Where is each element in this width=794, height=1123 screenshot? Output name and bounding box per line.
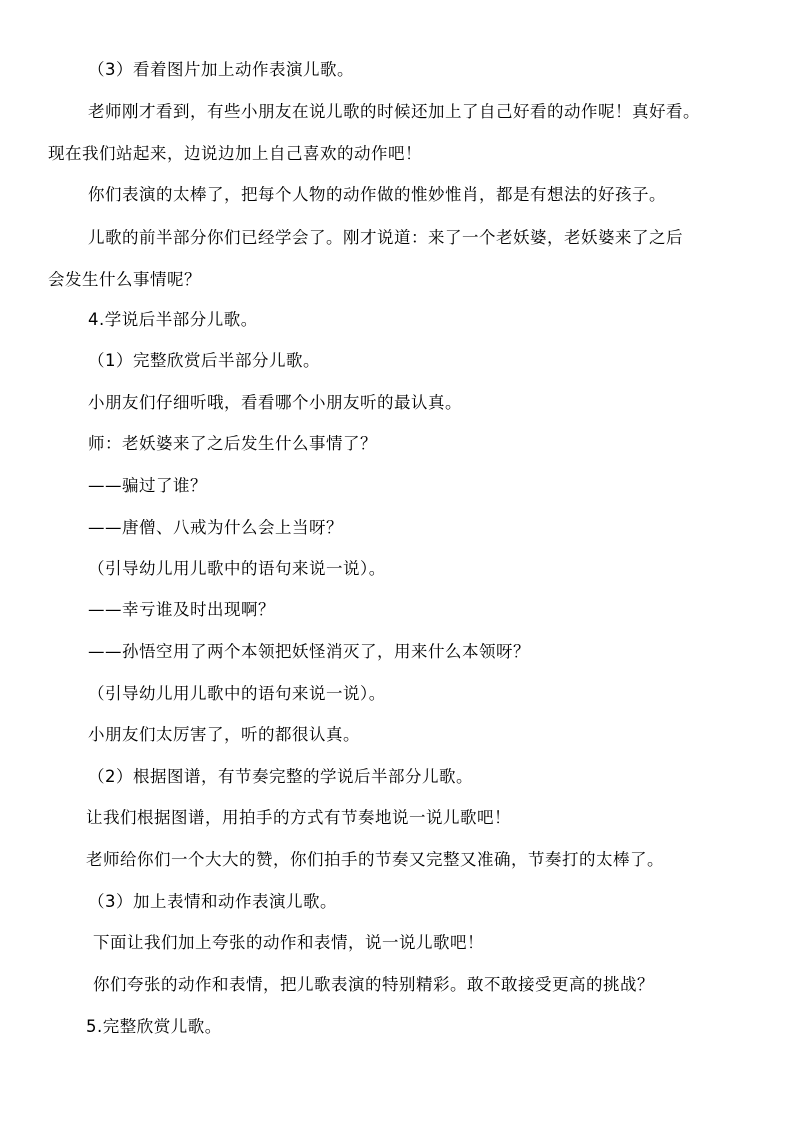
paragraph-line: 小朋友们仔细听哦，看看哪个小朋友听的最认真。 — [88, 393, 462, 412]
paragraph-line: （1）完整欣赏后半部分儿歌。 — [88, 351, 320, 370]
paragraph-line: ——幸亏谁及时出现啊？ — [88, 600, 275, 619]
paragraph-line: 你们表演的太棒了，把每个人物的动作做的惟妙惟肖，都是有想法的好孩子。 — [88, 185, 666, 204]
paragraph-line: 会发生什么事情呢？ — [48, 270, 201, 289]
paragraph-line: 小朋友们太厉害了，听的都很认真。 — [88, 725, 360, 744]
paragraph-line: 师：老妖婆来了之后发生什么事情了？ — [88, 434, 377, 453]
paragraph-line: 现在我们站起来，边说边加上自己喜欢的动作吧！ — [48, 144, 422, 163]
paragraph-line: 儿歌的前半部分你们已经学会了。刚才说道：来了一个老妖婆，老妖婆来了之后 — [88, 228, 683, 247]
paragraph-line: （引导幼儿用儿歌中的语句来说一说）。 — [88, 559, 386, 578]
paragraph-line: ——骗过了谁？ — [88, 476, 207, 495]
paragraph-line: ——孙悟空用了两个本领把妖怪消灭了，用来什么本领呀？ — [88, 642, 530, 661]
paragraph-line: 下面让我们加上夸张的动作和表情，说一说儿歌吧！ — [93, 933, 484, 952]
paragraph-line: 老师刚才看到，有些小朋友在说儿歌的时候还加上了自己好看的动作呢！真好看。 — [88, 102, 700, 121]
paragraph-line: （3）看着图片加上动作表演儿歌。 — [88, 60, 354, 79]
paragraph-line: ——唐僧、八戒为什么会上当呀？ — [88, 518, 343, 537]
paragraph-line: （2）根据图谱，有节奏完整的学说后半部分儿歌。 — [88, 767, 473, 786]
section-heading: 5.完整欣赏儿歌。 — [86, 1017, 222, 1036]
paragraph-line: （3）加上表情和动作表演儿歌。 — [88, 892, 337, 911]
section-heading: 4.学说后半部分儿歌。 — [88, 310, 258, 329]
paragraph-line: 老师给你们一个大大的赞，你们拍手的节奏又完整又准确，节奏打的太棒了。 — [86, 850, 664, 869]
paragraph-line: 让我们根据图谱，用拍手的方式有节奏地说一说儿歌吧！ — [86, 808, 511, 827]
paragraph-line: （引导幼儿用儿歌中的语句来说一说）。 — [88, 684, 386, 703]
paragraph-line: 你们夸张的动作和表情，把儿歌表演的特别精彩。敢不敢接受更高的挑战？ — [93, 975, 654, 994]
